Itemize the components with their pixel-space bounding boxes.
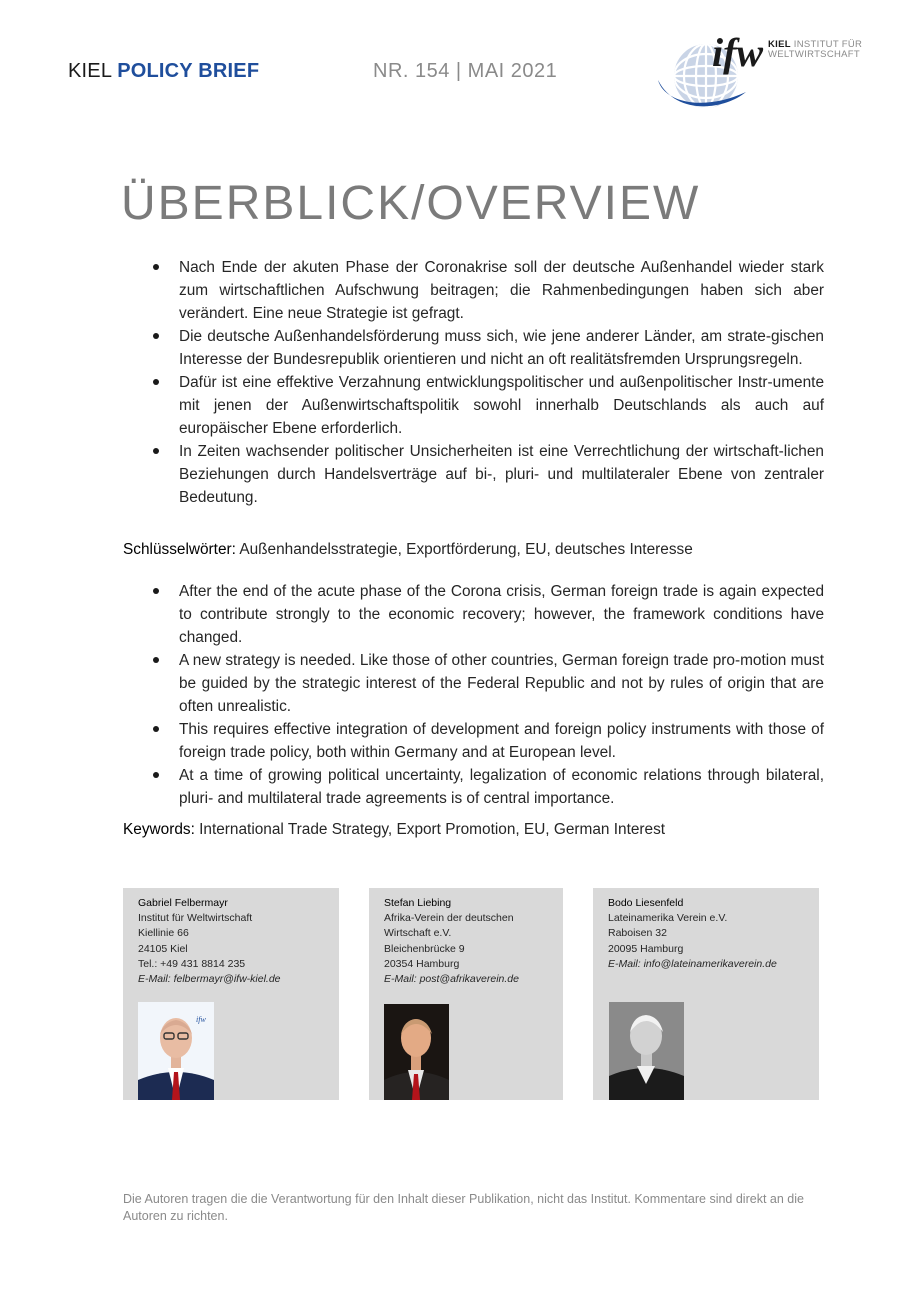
list-item: This requires effective integration of development and foreign policy instruments with those of foreign trade policy, both within Germany and at European level. [150,718,824,764]
author-email[interactable]: E-Mail: felbermayr@ifw-kiel.de [138,973,281,986]
english-bullet-list [150,580,824,810]
list-item: Dafür ist eine effektive Verzahnung entwicklungspolitischer und außenpolitischer Instr-umente mit jenen der Außenwirtschaftspolitik sowohl innerhalb Deutschlands als auch auf europäischer Ebene erforderlich. [150,371,824,440]
author-line: Tel.: +49 431 8814 235 [138,957,246,970]
author-card-liebing [369,888,563,1100]
author-name: Gabriel Felbermayr [138,897,228,909]
logo-institut: INSTITUT FÜR [793,39,863,50]
english-keywords [123,818,665,841]
svg-text:ifw: ifw [196,1015,206,1024]
author-name: Bodo Liesenfeld [608,897,684,909]
list-item: Die deutsche Außenhandelsförderung muss sich, wie jene anderer Länder, am strate-gischen Interesse der Bundesrepublik orientieren und nicht an oft realitätsfremden Ursprungsregeln. [150,325,824,371]
list-item: At a time of growing political uncertainty, legalization of economic relations through bilateral, pluri- and multilateral trade agreements is of central importance. [150,764,824,810]
german-bullet-list [150,256,824,509]
author-line: 20354 Hamburg [384,957,460,970]
brand-kiel: KIEL [68,60,112,82]
author-line: Kiellinie 66 [138,927,189,940]
brand-title [68,60,259,83]
list-item: In Zeiten wachsender politischer Unsicherheiten ist eine Verrechtlichung der wirtschaft-lichen Beziehungen durch Handelsverträge auf bi-, pluri- und multilateraler Ebene von zentraler Bedeutung. [150,440,824,509]
logo-text [768,40,862,60]
keywords-text-en: International Trade Strategy, Export Promotion, EU, German Interest [194,821,666,838]
logo-weltwirtschaft: WELTWIRTSCHAFT [768,49,860,60]
list-item: A new strategy is needed. Like those of other countries, German foreign trade pro-motion must be guided by the strategic interest of the Federal Republic and not by rules of origin that are often unrealistic. [150,649,824,718]
author-card-felbermayr [123,888,339,1100]
keywords-text-de: Außenhandelsstrategie, Exportförderung, EU, deutsches Interesse [235,541,693,558]
issue-number: NR. 154 | MAI 2021 [373,60,558,82]
author-line: Wirtschaft e.V. [384,927,452,940]
author-line: Institut für Weltwirtschaft [138,912,253,925]
keywords-label-en: Keywords: [123,821,195,838]
author-line: Afrika-Verein der deutschen [384,912,514,925]
list-item: Nach Ende der akuten Phase der Coronakrise soll der deutsche Außenhandel wieder stark zum wirtschaftlichen Aufschwung beitragen; die Rahmenbedingungen haben sich aber verändert. Eine neue Strategie ist gefragt. [150,256,824,325]
author-photo-liesenfeld [609,1002,684,1100]
author-card-liesenfeld [593,888,819,1100]
footer-disclaimer: Die Autoren tragen die die Verantwortung für den Inhalt dieser Publikation, nicht das Institut. Kommentare sind direkt an die Autoren zu richten. [123,1192,804,1223]
logo-kiel: KIEL [768,39,791,50]
author-line: 20095 Hamburg [608,942,684,955]
page-title: ÜBERBLICK/OVERVIEW [121,177,701,230]
author-line: Bleichenbrücke 9 [384,942,465,955]
author-email[interactable]: E-Mail: post@afrikaverein.de [384,973,519,986]
author-photo-felbermayr [138,1002,214,1100]
brand-policy-brief: POLICY BRIEF [117,60,260,82]
author-line: 24105 Kiel [138,942,188,955]
logo-mark: ifw [712,30,764,75]
author-line: Lateinamerika Verein e.V. [608,912,728,925]
author-email[interactable]: E-Mail: info@lateinamerikaverein.de [608,957,777,970]
list-item: After the end of the acute phase of the Corona crisis, German foreign trade is again expected to contribute strongly to the economic recovery; however, the framework conditions have changed. [150,580,824,649]
german-keywords [123,538,693,561]
author-photo-liebing [384,1004,449,1100]
author-name: Stefan Liebing [384,897,452,909]
keywords-label-de: Schlüsselwörter: [123,541,236,558]
author-line: Raboisen 32 [608,927,667,940]
